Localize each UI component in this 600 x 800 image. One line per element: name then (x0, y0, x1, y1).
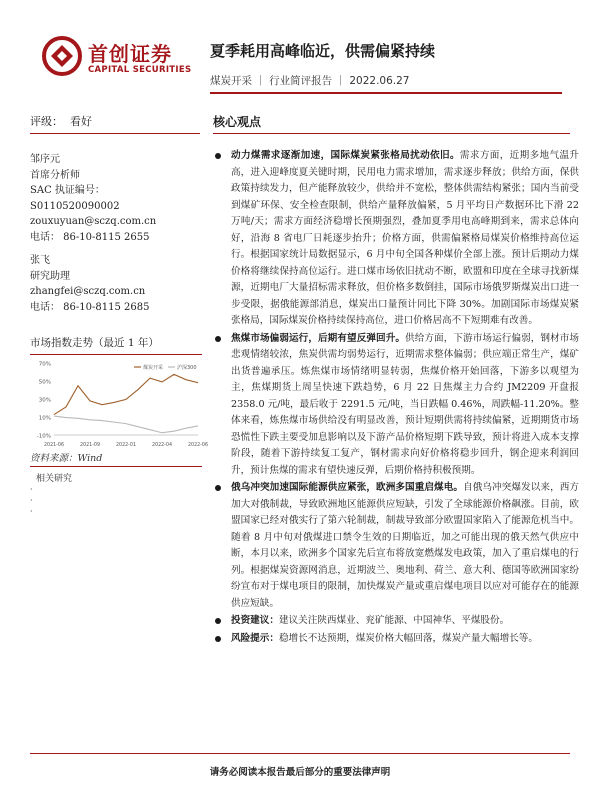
view-coking-coal (213, 331, 579, 480)
view-demand (213, 148, 579, 330)
chart-title-divider (30, 354, 202, 355)
footer-divider (30, 753, 570, 754)
analyst-2 (30, 253, 205, 315)
analyst-email[interactable]: zouxuyuan@sczq.com.cn (30, 216, 157, 227)
core-divider (213, 133, 570, 134)
chart-title: 市场指数走势（最近 1 年） (30, 337, 159, 349)
analyst-name: 邹序元 (30, 154, 60, 165)
rating-value: 看好 (70, 115, 92, 128)
x-tick-label: 2022-06 (187, 443, 209, 448)
para-heading: 俄乌冲突加速国际能源供应紧张，欧洲多国重启煤电。 (231, 482, 464, 493)
report-meta: 煤炭开采 ｜ 行业简评报告 ｜ 2022.06.27 (210, 75, 410, 87)
para-text: 建议关注陕西煤业、兖矿能源、中国神华、平煤股份。 (278, 615, 510, 626)
para-heading: 风险提示： (231, 632, 279, 644)
logo-icon (42, 36, 82, 76)
related-item[interactable]: · (30, 496, 33, 505)
rating-label: 评级： (30, 115, 63, 128)
analyst-cert-label: SAC 执证编号： (30, 185, 105, 196)
source-divider (30, 466, 202, 467)
view-energy-crisis (213, 480, 579, 612)
series-line (54, 374, 198, 414)
y-tick-label: 50% (38, 379, 51, 386)
analyst-role: 研究助理 (30, 270, 70, 282)
x-tick-label: 2021-06 (43, 443, 65, 448)
para-text: 稳增长不达预期，煤炭价格大幅回落，煤炭产量大幅增长等。 (278, 632, 538, 644)
x-tick-label: 2022-04 (151, 443, 173, 448)
logo-name-cn: 首创证券 (88, 42, 172, 66)
investment-advice (213, 613, 579, 630)
related-research-title: 相关研究 (36, 474, 73, 484)
report-header (0, 0, 600, 110)
related-item[interactable]: · (30, 485, 33, 494)
series-line (54, 416, 198, 433)
analyst-phone: 电话： 86-10-8115 2655 (30, 231, 150, 243)
analyst-email[interactable]: zhangfei@sczq.com.cn (30, 286, 146, 297)
data-source: 资料来源：Wind (30, 453, 103, 464)
legend-label: 煤炭开采 (143, 365, 164, 371)
y-tick-label: 30% (38, 397, 51, 404)
rating-divider (30, 133, 200, 134)
rating (30, 113, 92, 129)
bullet-icon (215, 618, 221, 624)
related-item[interactable]: · (30, 507, 33, 516)
bullet-icon (215, 485, 221, 491)
core-views-title: 核心观点 (213, 115, 262, 129)
y-tick-label: -10% (36, 433, 51, 440)
analyst-phone: 电话： 86-10-8115 2685 (30, 301, 150, 313)
legal-notice: 请务必阅读本报告最后部分的重要法律声明 (209, 767, 391, 778)
para-heading: 投资建议： (231, 615, 279, 626)
para-text: 供给方面，下游市场运行偏弱，钢材市场悲观情绪较浓，焦炭供需均弱势运行，近期需求整体偏弱；供应端正常生产，煤矿出货普遍承压。炼焦煤市场情绪明显转弱，焦煤价格开始回落，下游多以观望为主，焦煤期货上周呈快速下跌趋势，6 月 22 日焦煤主力合约 JM2209 开盘报 2358.0 元/吨，最后收于 2291.5 元/吨，当日跌幅 0.46%，周跌幅-11.20%。整体来看，炼焦煤市场供给没有明显改善，预计短期供需将持续偏紧，近期期货市场恐慌性下跌主要受加息影响以及下游产品价格短期下跌导致，预计将进入成本支撑阶段，随着下游持续复工复产，钢材需求向好价格将稳步回升，钢企迎来利润回升，预计焦煤的需求有望快速反弹，后期价格持积极预期。 (231, 332, 580, 476)
legend-label: 沪深300 (177, 365, 197, 371)
para-heading: 焦煤市场偏弱运行，后期有望反弹回升。 (231, 332, 406, 344)
bullet-icon (215, 636, 221, 642)
para-text: 需求方面，近期多地气温升高，进入迎峰度夏关键时期，民用电力需求增加，需求逐步释放；供给方面，保供政策持续发力，但产能释放较少，供给并不宽松，整体供需结构紧张；国内当前受到煤矿环保、安全检查限制，供给产量释放偏紧，5 月平均日产数据环比下滑 22 万吨/天；需求方面经济稳增长预期强烈，叠加夏季用电高峰期到来，需求总体向好，沿海 8 省电厂日耗逐步抬升；价格方面，供需偏紧格局煤炭价格维持高位运行。根据国家统计局数据显示，6 月中旬全国各种煤价全部上涨。预计后期动力煤价格将继续保持高位运行。进口煤市场依旧扰动不断，欧盟和印度在全球寻找新煤源，近期电厂大量招标需求释放，但价格多数倒挂，国际市场俄罗斯煤炭出口进一步受限，据俄能源部消息，煤炭出口量预计同比下降 30%。加剧国际市场煤炭紧张格局，国际煤炭价格持续保持高位，进口价格居高不下短期难有改善。 (231, 150, 579, 326)
para-heading: 动力煤需求逐渐加速，国际煤炭紧张格局扰动依旧。 (231, 150, 460, 161)
analyst-name: 张飞 (30, 255, 50, 266)
analyst-cert: S0110520090002 (30, 200, 120, 212)
para-text: 自俄乌冲突爆发以来，西方加大对俄制裁，导致欧洲地区能源供应短缺，引发了全球能源价格飙涨。目前，欧盟国家已经对俄实行了第六轮制裁，制裁导致部分欧盟国家陷入了能源危机当中。随着 8 月中旬对俄煤进口禁令生效的日期临近，加之可能出现的俄天然气供应中断，本月以来，欧洲多个国家先后宣布将放宽燃煤发电政策，加入了重启煤电的行列。根据煤炭资源网消息，近期波兰、奥地利、荷兰、意大利、德国等欧洲国家纷纷宣布对于煤电项目的限制，加快煤炭产量或重启煤电项目以应对可能存在的能源供应短缺。 (231, 482, 580, 609)
header-divider (210, 92, 562, 94)
x-tick-label: 2021-09 (79, 443, 101, 448)
logo-name-en: CAPITAL SECURITIES (88, 65, 192, 75)
bullet-icon (215, 153, 221, 159)
analyst-1 (30, 152, 205, 245)
report-title: 夏季耗用高峰临近，供需偏紧持续 (210, 42, 436, 60)
core-views-content (213, 148, 579, 648)
chart-canvas (30, 359, 209, 449)
analyst-role: 首席分析师 (30, 169, 80, 181)
y-tick-label: 10% (38, 415, 51, 422)
x-tick-label: 2022-01 (115, 443, 137, 448)
company-logo (42, 34, 202, 82)
y-tick-label: 70% (38, 361, 51, 368)
related-research-list (30, 484, 33, 517)
bullet-icon (215, 336, 221, 342)
risk-warning (213, 631, 579, 648)
